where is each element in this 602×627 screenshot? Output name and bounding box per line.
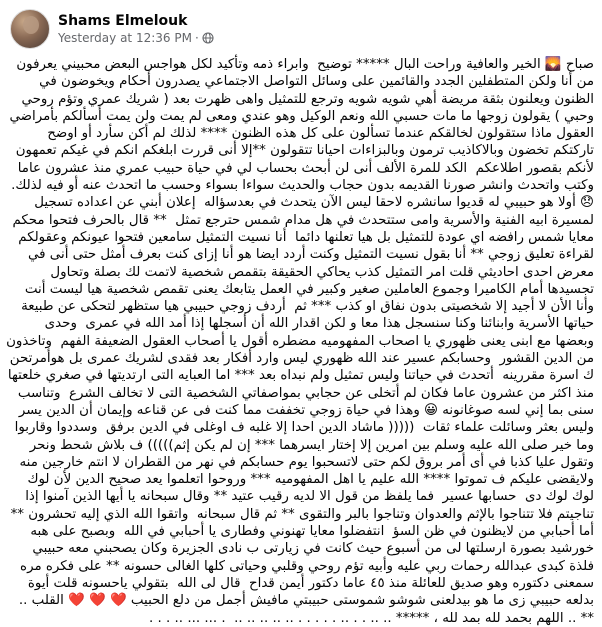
post-body xyxy=(1,56,594,626)
globe-icon xyxy=(202,32,214,44)
author-name[interactable]: Shams Elmelouk xyxy=(58,13,188,29)
post-timestamp[interactable]: Yesterday at 12:36 PM xyxy=(58,31,192,45)
post-text: صباح 🌄 الخير والعافية وراحت البال ***** توضيح وابراء ذمه وتأكيد لكل هواجس البعض محبيني يعرفون من أنا ولكن المتطفلين الجدد والقائمين على وسائل التواصل الاجتماعي يصدرون أحكام ويخوضون في الظنون ويعلنون بثقة مريضة أهي شويه شويه وترجع للتمثيل واهى ظهرت بعد ( شريك عمري وتؤم روحي وحبي ) يقولون زوجها ما مات حسبي الله ونعم الوكيل وهو عندي ومعى لم يمت ولن يمت أسألكم بأمراضي العقول ماذا ستقولون لخالقكم عندما تسألون على كل هذه الظنون **** لذلك لم أكن سأرد أو اوضح تاركتكم تخضون وبالاكاذيب ترمون وبالبزاءات احيانا تتقولون **إلا أنى قررت ابلغكم انكم في غيكم تعمهون لأنكم بقصور اطلاعكم الكد للمرة الألف أنى لن أبحث بحساب لي في حياة حبيب عمري منذ عشرون عاما وكتب واتحدث وانشر صورنا القديمه بدون حجاب والحديث سواءا بسواء وحسب ما اتحدث عنه أو فيه لذلك. 😞 أولا هو حبيبي له قديوا سانشره لاحقا ليس الآن يتحدث في بعدسؤاله إعلان أبني عن اعداده تسجيل لمسيرة ابيه الفنية والأسرية وامى ستتحدث في هل مدام شمس حترجع تمثل ** قال بالحرف فتحوا محكم معايا شمس رافضه اي عودة للتمثيل بل هيا تعلنها دائما أنا نسيت التمثيل سامعين فتحوا عيونكم وعقولكم لقراءة تعليق زوجي ** أنا بقول نسيت التمثيل وكنت أردد ايضا هو أنا إزاى كنت بعرف أمثل حتى أنى في معرض احدى احاديثي قلت امر التمثيل كذب يحاكي الحقيقة بتقمص شخصية لاتمت لك بصلة وتحاول تجسيدها أمام الكاميرا وجموع العاملين صغير وكبير في العمل يتابعك يعنى تقمص شخصية هيا ليست أنت وأنا الأن لا أجيد إلا شخصيتى بدون نفاق او كذب *** ثم أردف زوجي حبيبي هيا ستظهر لتحكى عن طبيعة حياتها الأسرية وابنائنا وكنا سنسجل هذا معا و لكن اقدار الله أن أسجلها إذا أمد الله في عمرى وحدى وبعضها مع ابنى يعنى ظهوري يا اصحاب المفهوميه مضطره أقول يا أصحاب العقول الضعيفة الفهم وتاخذون من الدين القشور وحسابكم عسير عند الله ظهوري ليس وارد أفكار بعد فقدى لشريك عمرى بل هوأمرتحن ك اسرة مقررينه أتحدث في حياتنا وليس تمثيل ولم نبداه بعد *** اما العبايه التى ارتديتها في صغري خلعتها منذ اكثر من عشرون عاما فكان لم أتخلى عن حجابي بمواصفاتي الشخصية التى لا تخالف الشرع وتناسب سنى بما إني لسه صوغانونه 😀 وهذا في حياة زوجي تخففت مما كنت فى عن قناعه وإيمان أن الدين يسر وليس بعثر وسائلت علماء ثقات ((((( ماشاد الدين احدا إلا غلبه ف اوغلى في الدين برفق وسددوا وقاربوا وما خير صلى الله عليه وسلم بين امرين إلا إختار ايسرهما *** إن لم يكن إثم))))) ف بلاش شحط ونحر وتقول عليا كذبا في أى أمر بروق لكم حتى لاتسحبوا يوم حسابكم في نهر من القطران لا انتم خارجين منه ولايقضى عليكم ف تموتوا **** الله عليم يا اهل المفهوميه *** وروحوا اتعلموا يعد صحيح الدين لأن لوك لوك لوك دى حسابها عسير فما يلفظ من قول الا لديه رقيب عتيد ** وقال سبحانه يا أيها الذين آمنوا إذا تناجيتم فلا تتناجوا بالإثم والعدوان وتناجوا بالبر والتقوى ** ثم قال سبحانه واتقوا الله الذي إليه تحشرون ** أما أحبابي من لايظنون في ظن السؤ انتفضلوا معايا تهنوني وفطارى يا أحبابي في الله وبصبح على هبه خورشيد بصورة ارسلتها لى من أسبوع حيث كانت في زيارتى ب نادى الجزيرة وكان يصحبني معه حبيبي فلذة كبدى عبدالله رحمات ربي عليه وأبيه تؤم روحي وقلبي وحياتى كلها الغالى حسونه ** على فكره مره سمعنى دكتوره وهو صديق للعائلة منذ ٤٥ عاما دكتور أيمن قداح قال لى الله بتقولي ياحسونه قلت أيوة بدلعه حبيبي زى ما هو بيدلعنى شوشو شموستى حبيبتي مافيش أجمل من دلع الحبيب ❤️ ❤️ ❤️ القلب .. ** .. اللهم بحمد لله بمد لله ، ***** .. .. . . .. . . . . . .. .. .. .. .. . ... ... .. . . . xyxy=(1,57,594,626)
post-meta xyxy=(58,12,214,46)
post-header xyxy=(10,8,214,50)
post-time-row xyxy=(58,30,214,46)
author-avatar[interactable] xyxy=(10,9,50,49)
dot-separator: · xyxy=(194,31,199,45)
